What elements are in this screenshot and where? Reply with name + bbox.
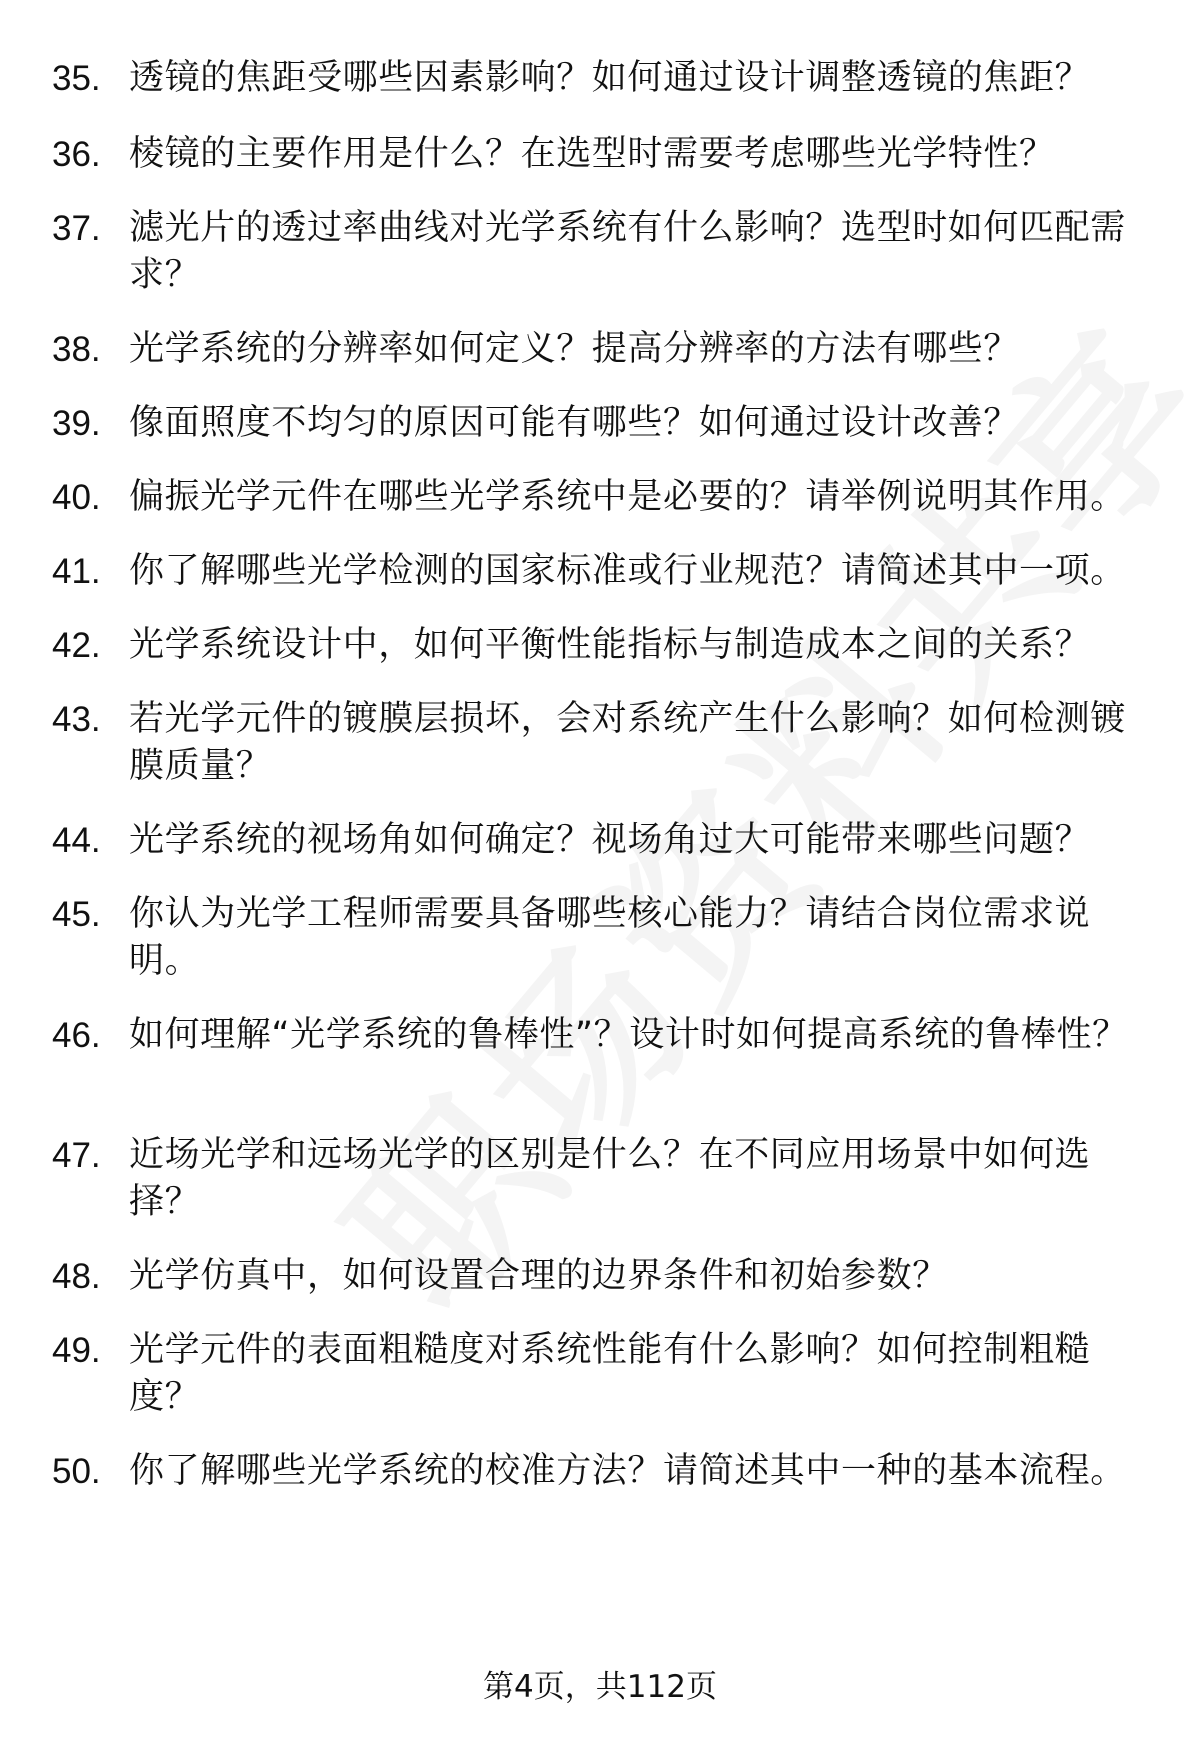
question-number: 43. <box>52 700 101 739</box>
question-text: 你了解哪些光学系统的校准方法？请简述其中一种的基本流程。 <box>129 1451 1126 1491</box>
question-text: 如何理解“光学系统的鲁棒性”？设计时如何提高系统的鲁棒性？ <box>129 1015 1128 1055</box>
question-text: 若光学元件的镀膜层损坏，会对系统产生什么影响？如何检测镀膜质量？ <box>129 699 1126 786</box>
question-number: 36. <box>52 135 101 174</box>
question-number: 47. <box>52 1136 101 1175</box>
page-number: 第4页，共112页 <box>483 1669 717 1705</box>
question-number: 44. <box>52 821 101 860</box>
question-text: 滤光片的透过率曲线对光学系统有什么影响？选型时如何匹配需求？ <box>129 208 1126 295</box>
question-text: 光学系统设计中，如何平衡性能指标与制造成本之间的关系？ <box>129 625 1091 665</box>
question-number: 35. <box>52 59 101 98</box>
question-text: 透镜的焦距受哪些因素影响？如何通过设计调整透镜的焦距？ <box>129 58 1091 98</box>
question-text: 近场光学和远场光学的区别是什么？在不同应用场景中如何选择？ <box>129 1135 1091 1222</box>
question-number: 45. <box>52 895 101 934</box>
question-number: 39. <box>52 404 101 443</box>
question-number: 49. <box>52 1331 101 1370</box>
question-number: 38. <box>52 330 101 369</box>
question-text: 像面照度不均匀的原因可能有哪些？如何通过设计改善？ <box>129 403 1020 443</box>
question-text: 光学仿真中，如何设置合理的边界条件和初始参数？ <box>129 1256 948 1296</box>
question-number: 37. <box>52 209 101 248</box>
question-number: 41. <box>52 552 101 591</box>
question-text: 光学元件的表面粗糙度对系统性能有什么影响？如何控制粗糙度？ <box>129 1330 1091 1417</box>
question-text: 光学系统的视场角如何确定？视场角过大可能带来哪些问题？ <box>129 820 1091 860</box>
question-text: 你认为光学工程师需要具备哪些核心能力？请结合岗位需求说明。 <box>129 894 1091 981</box>
question-number: 50. <box>52 1452 101 1491</box>
question-number: 42. <box>52 626 101 665</box>
question-text: 棱镜的主要作用是什么？在选型时需要考虑哪些光学特性？ <box>129 134 1055 174</box>
question-text: 光学系统的分辨率如何定义？提高分辨率的方法有哪些？ <box>129 329 1020 369</box>
question-text: 你了解哪些光学检测的国家标准或行业规范？请简述其中一项。 <box>129 551 1126 591</box>
question-number: 48. <box>52 1257 101 1296</box>
question-text: 偏振光学元件在哪些光学系统中是必要的？请举例说明其作用。 <box>129 477 1126 517</box>
question-number: 40. <box>52 478 101 517</box>
question-number: 46. <box>52 1016 101 1055</box>
